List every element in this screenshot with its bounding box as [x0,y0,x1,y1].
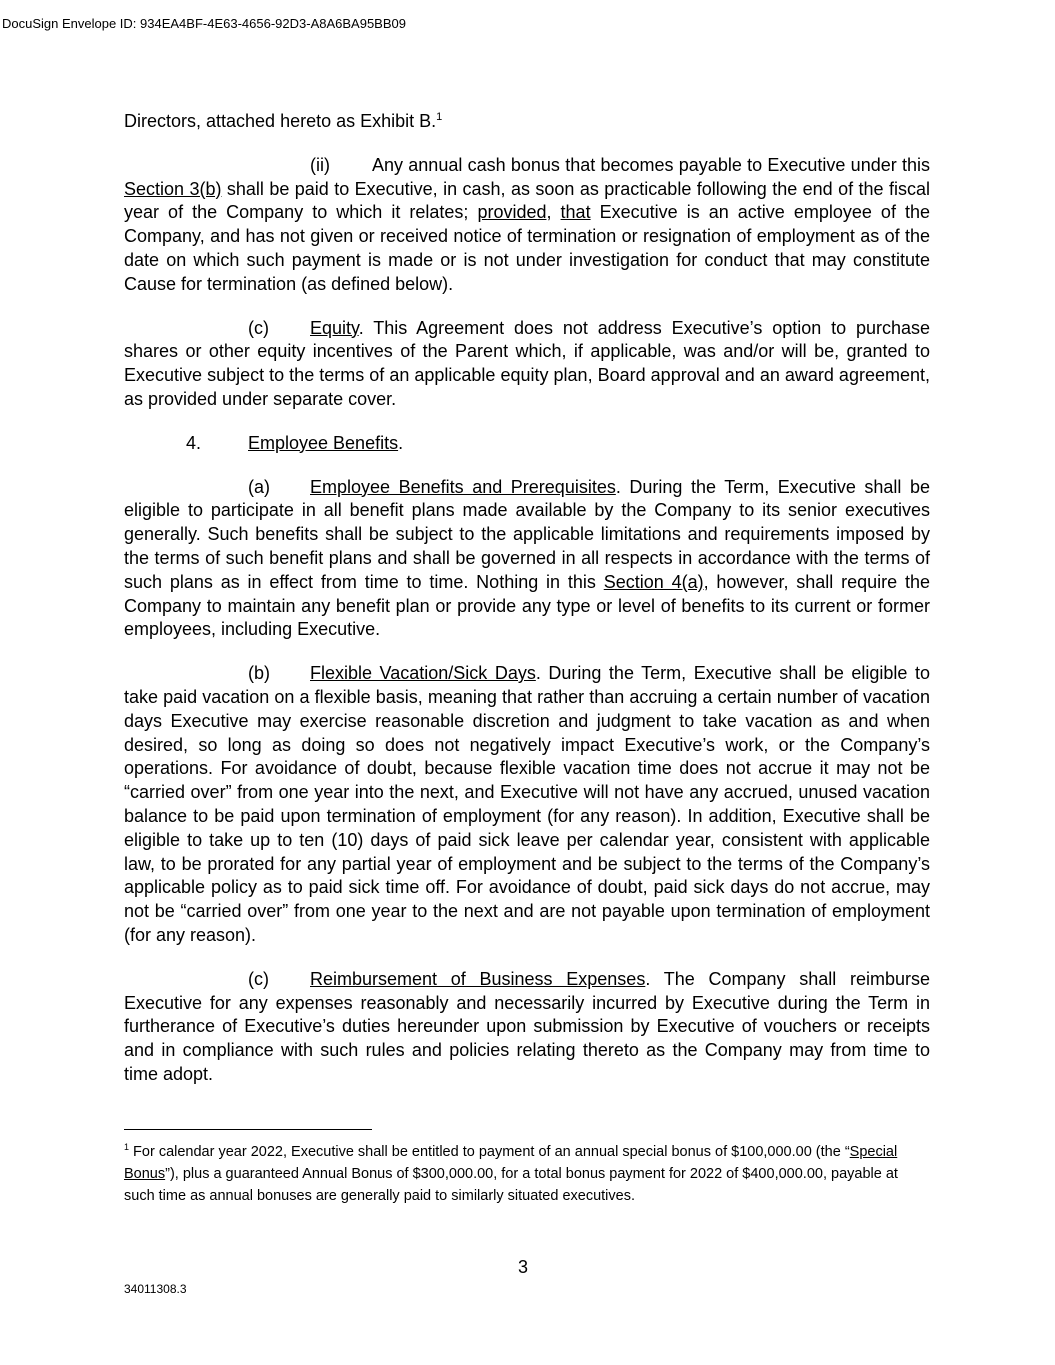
provided-term: provided [477,202,547,223]
section-3b-link: Section 3(b) [124,178,222,199]
section-4-heading: 4. Employee Benefits. [186,432,404,453]
reimbursement-heading: Reimbursement of Business Expenses [310,968,646,989]
footnote-number: 1 [124,1142,130,1153]
footnote-divider [124,1129,372,1130]
document-id: 34011308.3 [124,1282,187,1296]
footnote-ref[interactable]: 1 [436,111,443,123]
that-term: that [560,202,591,223]
paragraph-bonus-payment: (ii) Any annual cash bonus that becomes payable to Executive under this Section 3(b) shall be paid to Executive, in cash, as soon as practicable following the end of the fiscal year of the Company to which it relates; provided, that Executive is an active employee of the Company, and has not given or received notice of termination or resignation of employment as of the date on which such payment is made or is not under investigation for conduct that may constitute Cause for termination (as defined below). [124,154,930,294]
document-body [124,110,930,1087]
clause-label: (b) [248,663,270,684]
clause-label: (ii) [310,154,330,175]
paragraph-exhibit: Directors, attached hereto as Exhibit B.$^1$ [124,111,443,131]
special-bonus-term: Special Bonus [124,1144,898,1182]
footnote: $^1$ For calendar year 2022, Executive shall be entitled to payment of an annual special bonus of $100,000.00 (the “Special Bonus”), plus a guaranteed Annual Bonus of $300,000.00, for a total bonus payment for 2022 of $400,000.00, payable at such time as annual bonuses are generally paid to similarly situated executives. [124,1142,898,1204]
paragraph-equity: (c) Equity. This Agreement does not address Executive’s option to purchase shares or other equity incentives of the Parent which, if applicable, was and/or will be, granted to Executive subject to the terms of an applicable equity plan, Board approval and an award agreement, as provided under separate cover. [124,317,930,409]
vacation-heading: Flexible Vacation/Sick Days [310,663,536,684]
clause-label: (c) [248,968,269,989]
envelope-id: DocuSign Envelope ID: 934EA4BF-4E63-4656-92D3-A8A6BA95BB09 [2,16,406,31]
clause-label: (c) [248,317,269,338]
section-4a-link: Section 4(a) [603,571,704,592]
clause-label: (a) [248,476,270,497]
page-number: 3 [518,1257,529,1277]
paragraph-reimbursement: (c) Reimbursement of Business Expenses. The Company shall reimburse Executive for any expenses reasonably and necessarily incurred by Executive during the Term in furtherance of Executive’s duties hereunder upon submission by Executive of vouchers or receipts and in compliance with such rules and policies relating thereto as the Company may from time to time adopt. [124,968,930,1084]
benefits-heading: Employee Benefits and Prerequisites [310,476,616,497]
paragraph-vacation: (b) Flexible Vacation/Sick Days. During the Term, Executive shall be eligible to take paid vacation on a flexible basis, meaning that rather than accruing a certain number of vacation days Executive may exercise reasonable discretion and judgment to take vacation as and when desired, so long as doing so does not negatively impact Executive’s work, or the Company’s operations. For avoidance of doubt, because flexible vacation time does not accrue it may not be “carried over” from one year into the next, and Executive will not have any accrued, unused vacation balance to be paid upon termination of employment (for any reason). In addition, Executive shall be eligible to take up to ten (10) days of paid sick leave per calendar year, consistent with applicable law, to be prorated for any partial year of employment and be subject to the terms of the Company’s applicable policy as to paid sick time off. For avoidance of doubt, paid sick days do not accrue, may not be “carried over” from one year to the next and are not payable upon termination of employment (for any reason). [124,663,930,945]
equity-heading: Equity [310,317,359,338]
paragraph-benefits: (a) Employee Benefits and Prerequisites. During the Term, Executive shall be eligible to participate in all benefit plans made available by the Company to its senior executives generally. Such benefits shall be subject to the applicable limitations and requirements imposed by the terms of such benefit plans and shall be governed in all respects in accordance with the terms of such plans as in effect from time to time. Nothing in this Section 4(a), however, shall require the Company to maintain any benefit plan or provide any type or level of benefits to its current or former employees, including Executive. [124,476,930,640]
